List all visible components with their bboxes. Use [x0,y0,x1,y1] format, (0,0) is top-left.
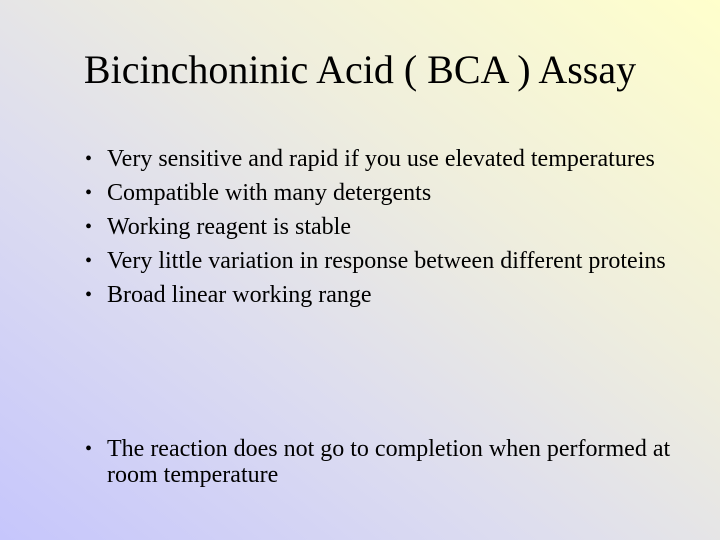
bullet-dot-icon: • [85,216,93,238]
bullet-dot-icon: • [85,284,93,306]
bullet-item [79,436,689,488]
bullet-text: Compatible with many detergents [107,180,432,206]
secondary-bullet-list [79,436,689,496]
bullet-dot-icon: • [85,182,93,204]
bullet-dot-icon: • [85,438,93,460]
bullet-item [79,146,689,172]
bullet-dot-icon: • [85,250,93,272]
bullet-text: The reaction does not go to completion when performed at room temperature [107,436,671,488]
bullet-text: Working reagent is stable [107,214,351,240]
bullet-item [79,248,689,274]
bullet-item [79,282,689,308]
bullet-text: Very sensitive and rapid if you use elevated temperatures [107,146,655,172]
bullet-dot-icon: • [85,148,93,170]
bullet-item [79,180,689,206]
slide-title: Bicinchoninic Acid ( BCA ) Assay [83,47,637,92]
bullet-text: Broad linear working range [107,282,372,308]
bullet-text: Very little variation in response between different proteins [107,248,666,274]
bullet-list [79,146,689,316]
bullet-item [79,214,689,240]
